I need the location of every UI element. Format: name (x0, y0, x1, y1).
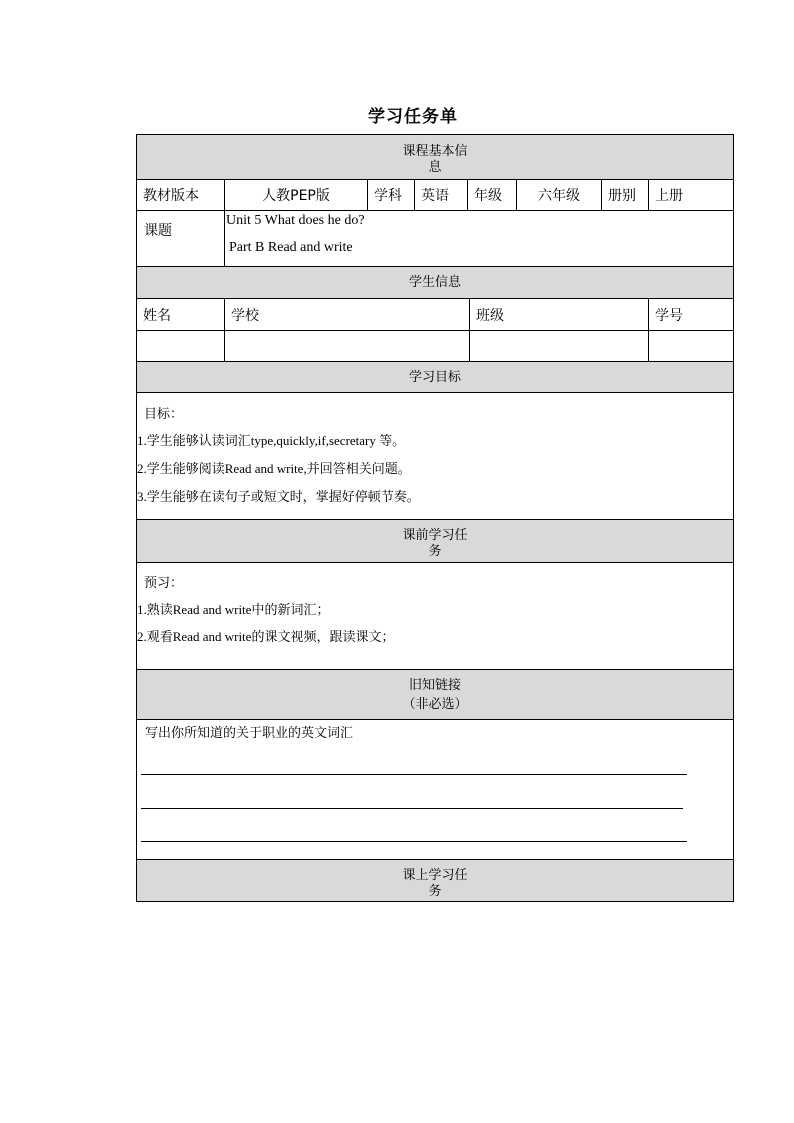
pre-class-item: 2.观看Read and write的课文视频，跟读课文； (137, 629, 395, 644)
edition-value: 人教PEP版 (225, 180, 368, 210)
learning-goals-content (137, 393, 733, 520)
topic-value-cell (225, 211, 733, 266)
pre-class-intro: 预习： (144, 576, 184, 591)
student-number-label: 学号 (655, 307, 683, 324)
pre-class-header (137, 520, 733, 563)
prior-knowledge-content (137, 720, 733, 860)
subject-value: 英语 (415, 180, 468, 210)
goal-item: 1.学生能够认读词汇type,quickly,if,secretary 等。 (137, 433, 406, 448)
school-field[interactable] (225, 331, 470, 361)
answer-line[interactable] (141, 808, 683, 809)
topic-row (137, 211, 733, 267)
student-info-header-text: 学生信息 (408, 275, 461, 290)
task-sheet-table (136, 134, 734, 902)
student-info-labels-row (137, 299, 733, 331)
learning-goals-header (137, 362, 733, 393)
student-info-values-row (137, 331, 733, 362)
document-title: 学习任务单 (368, 107, 458, 127)
in-class-header-line1: 课上学习任 (402, 868, 468, 883)
volume-label: 册别 (602, 180, 649, 210)
topic-unit: Unit 5 What does he do? (226, 213, 365, 228)
learning-goals-header-text: 学习目标 (408, 370, 461, 385)
goal-item: 2.学生能够阅读Read and write,并回答相关问题。 (137, 461, 411, 476)
prior-knowledge-prompt: 写出你所知道的关于职业的英文词汇 (145, 726, 354, 741)
edition-label: 教材版本 (137, 180, 225, 210)
pre-class-item: 1.熟读Read and write中的新词汇； (137, 602, 330, 617)
course-info-header-line2: 息 (428, 160, 442, 175)
course-meta-row (137, 180, 733, 211)
answer-line[interactable] (141, 841, 687, 842)
name-label: 姓名 (137, 299, 225, 330)
student-number-field[interactable] (649, 331, 733, 361)
in-class-header (137, 860, 733, 901)
topic-label-cell (137, 211, 225, 266)
class-field[interactable] (470, 331, 649, 361)
pre-class-content (137, 563, 733, 670)
grade-value: 六年级 (517, 180, 602, 210)
topic-label: 课题 (144, 223, 172, 239)
class-label: 班级 (470, 299, 649, 330)
volume-value: 上册 (655, 188, 683, 204)
topic-part: Part B Read and write (229, 240, 353, 255)
course-info-header-line1: 课程基本信 (402, 144, 468, 159)
name-field[interactable] (137, 331, 225, 361)
prior-knowledge-header (137, 670, 733, 720)
school-label: 学校 (225, 299, 470, 330)
answer-line[interactable] (141, 774, 687, 775)
goal-item: 3.学生能够在读句子或短文时，掌握好停顿节奏。 (137, 489, 420, 504)
subject-label: 学科 (368, 180, 415, 210)
in-class-header-line2: 务 (428, 884, 442, 899)
grade-label: 年级 (468, 180, 517, 210)
pre-class-header-line1: 课前学习任 (402, 528, 468, 543)
course-info-header (137, 135, 733, 180)
student-info-header (137, 267, 733, 299)
learning-goals-intro: 目标： (144, 407, 184, 422)
pre-class-header-line2: 务 (428, 544, 442, 559)
prior-knowledge-header-line1: 旧知链接 (408, 678, 461, 693)
prior-knowledge-header-line2: （非必选） (402, 697, 468, 712)
